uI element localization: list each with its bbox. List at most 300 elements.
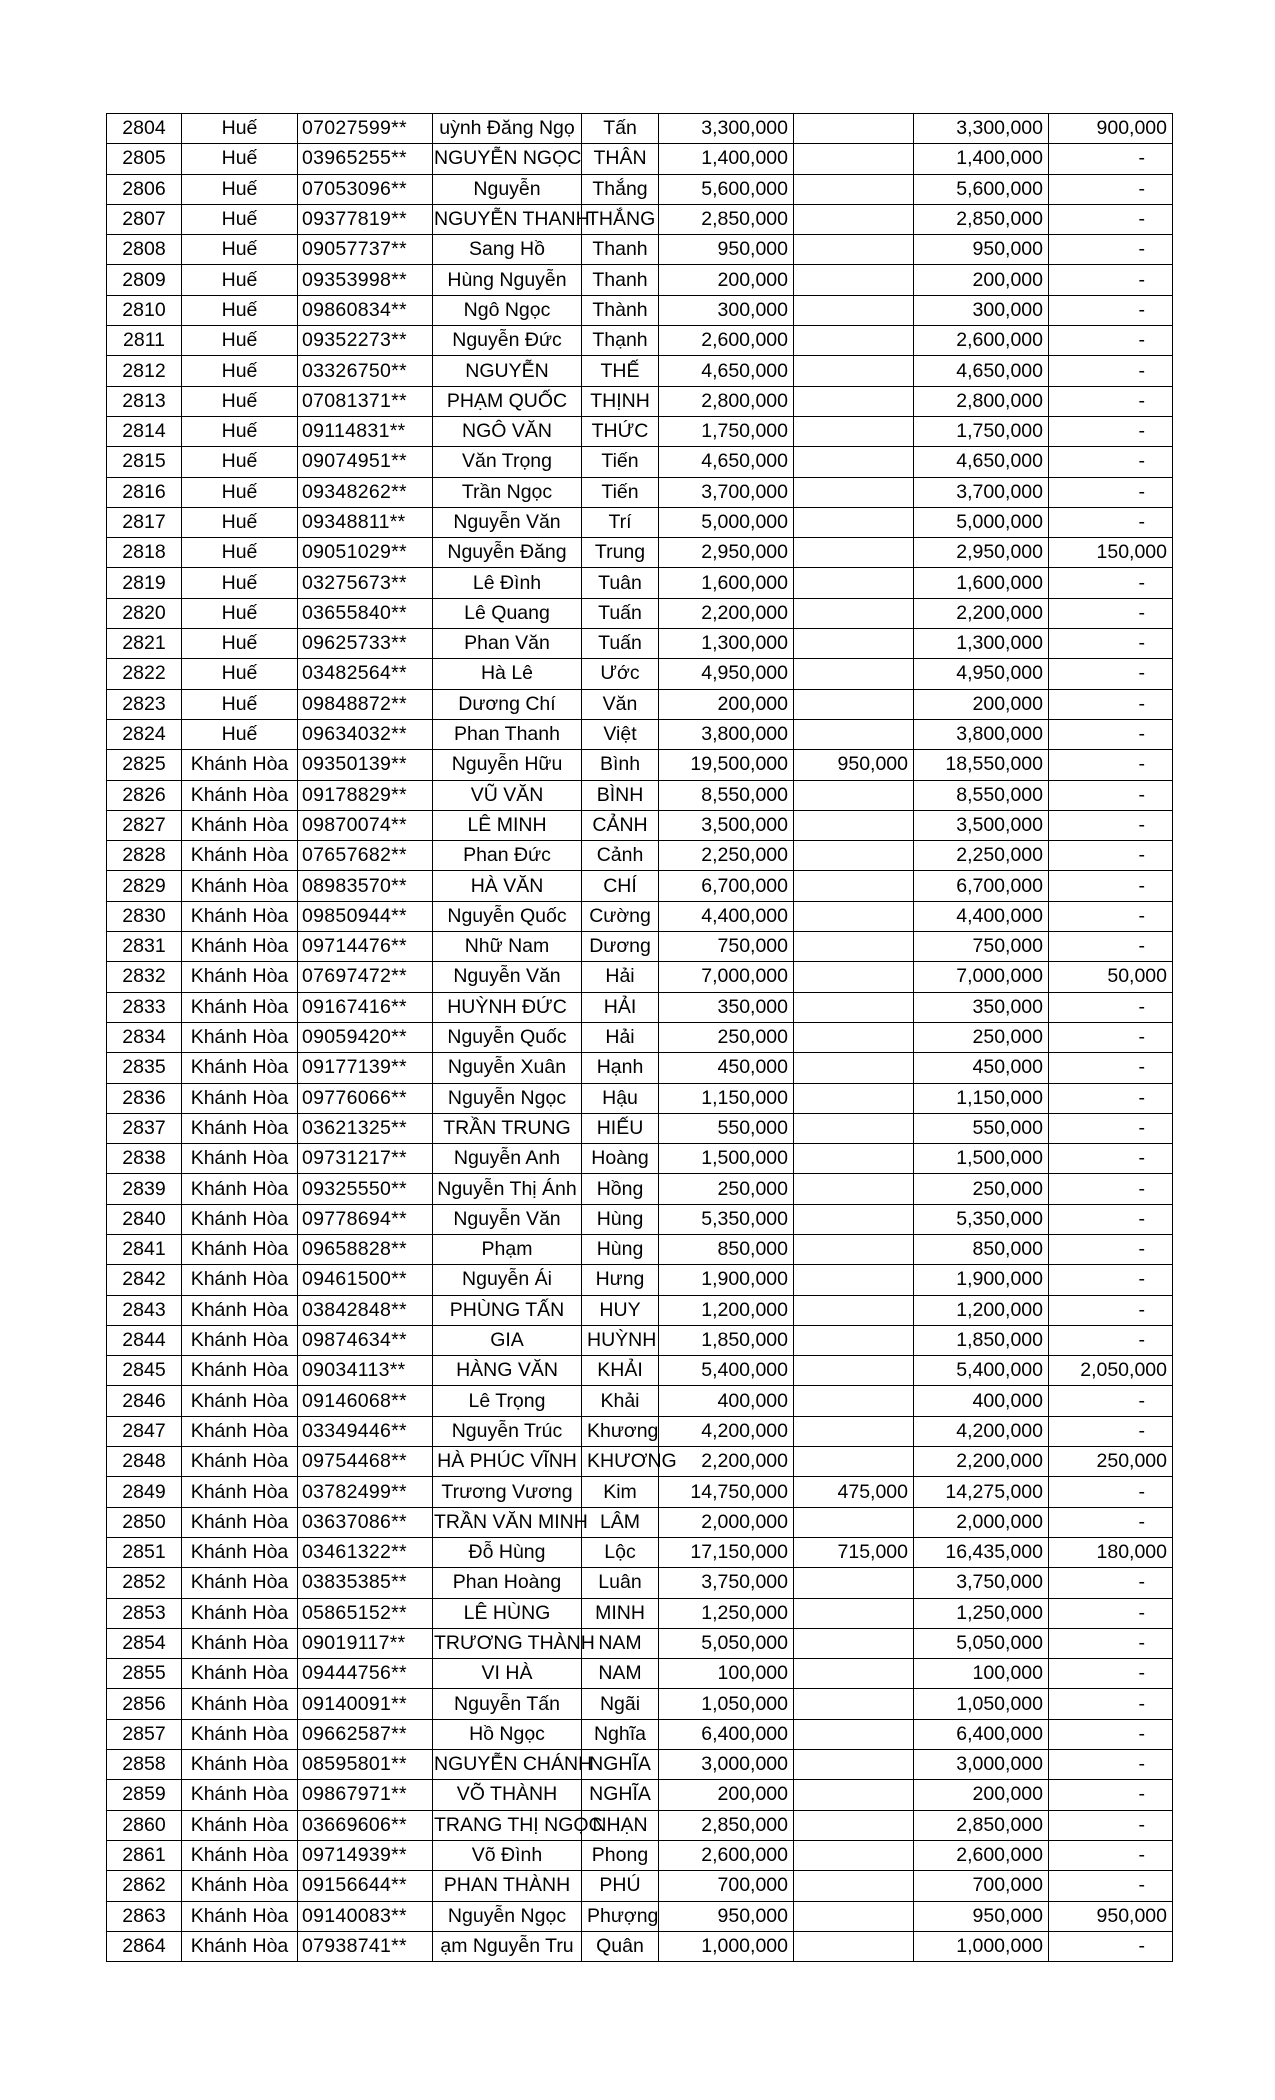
row-number-cell: 2848	[107, 1447, 182, 1477]
row-number-cell: 2864	[107, 1931, 182, 1961]
surname-cell: Nguyễn	[433, 174, 582, 204]
amount-extra-cell: -	[1049, 992, 1173, 1022]
amount-total-cell: 2,800,000	[659, 386, 794, 416]
province-cell: Huế	[182, 507, 298, 537]
amount-net-cell: 18,550,000	[914, 750, 1049, 780]
amount-total-cell: 100,000	[659, 1659, 794, 1689]
province-cell: Huế	[182, 629, 298, 659]
province-cell: Huế	[182, 598, 298, 628]
row-number-cell: 2815	[107, 447, 182, 477]
amount-total-cell: 5,000,000	[659, 507, 794, 537]
province-cell: Khánh Hòa	[182, 962, 298, 992]
row-number-cell: 2850	[107, 1507, 182, 1537]
amount-extra-cell: -	[1049, 1840, 1173, 1870]
amount-net-cell: 1,750,000	[914, 416, 1049, 446]
amount-net-cell: 250,000	[914, 1174, 1049, 1204]
amount-deduction-cell	[794, 386, 914, 416]
given-name-cell: Trí	[582, 507, 659, 537]
surname-cell: PHẠM QUỐC	[433, 386, 582, 416]
given-name-cell: HIẾU	[582, 1113, 659, 1143]
row-number-cell: 2852	[107, 1568, 182, 1598]
given-name-cell: KHƯƠNG	[582, 1447, 659, 1477]
amount-extra-cell: -	[1049, 719, 1173, 749]
row-number-cell: 2810	[107, 295, 182, 325]
surname-cell: Nguyễn Trúc	[433, 1416, 582, 1446]
surname-cell: PHAN THÀNH	[433, 1871, 582, 1901]
row-number-cell: 2827	[107, 810, 182, 840]
row-number-cell: 2851	[107, 1537, 182, 1567]
amount-deduction-cell	[794, 416, 914, 446]
amount-deduction-cell	[794, 1022, 914, 1052]
table-row	[107, 1628, 1173, 1658]
row-number-cell: 2834	[107, 1022, 182, 1052]
given-name-cell: Hải	[582, 962, 659, 992]
table-body	[107, 114, 1173, 1962]
amount-total-cell: 4,650,000	[659, 356, 794, 386]
given-name-cell: Luân	[582, 1568, 659, 1598]
given-name-cell: THẮNG	[582, 204, 659, 234]
surname-cell: Nguyễn Đức	[433, 326, 582, 356]
amount-deduction-cell	[794, 1871, 914, 1901]
amount-total-cell: 250,000	[659, 1022, 794, 1052]
amount-net-cell: 4,950,000	[914, 659, 1049, 689]
row-number-cell: 2841	[107, 1234, 182, 1264]
amount-net-cell: 200,000	[914, 265, 1049, 295]
amount-net-cell: 2,000,000	[914, 1507, 1049, 1537]
surname-cell: Phan Thanh	[433, 719, 582, 749]
amount-deduction-cell	[794, 629, 914, 659]
given-name-cell: Phong	[582, 1840, 659, 1870]
surname-cell: NGUYỄN	[433, 356, 582, 386]
row-number-cell: 2822	[107, 659, 182, 689]
given-name-cell: Khải	[582, 1386, 659, 1416]
amount-deduction-cell	[794, 1356, 914, 1386]
amount-total-cell: 2,000,000	[659, 1507, 794, 1537]
phone-code-cell: 03275673**	[298, 568, 433, 598]
given-name-cell: Phượng	[582, 1901, 659, 1931]
table-row	[107, 1022, 1173, 1052]
province-cell: Khánh Hòa	[182, 1113, 298, 1143]
amount-deduction-cell	[794, 871, 914, 901]
given-name-cell: NAM	[582, 1628, 659, 1658]
phone-code-cell: 07027599**	[298, 114, 433, 144]
amount-total-cell: 3,500,000	[659, 810, 794, 840]
surname-cell: Nguyễn Ngọc	[433, 1901, 582, 1931]
given-name-cell: MINH	[582, 1598, 659, 1628]
amount-total-cell: 2,950,000	[659, 538, 794, 568]
amount-net-cell: 7,000,000	[914, 962, 1049, 992]
amount-extra-cell: -	[1049, 1628, 1173, 1658]
given-name-cell: NGHĨA	[582, 1780, 659, 1810]
phone-code-cell: 03669606**	[298, 1810, 433, 1840]
surname-cell: Trần Ngọc	[433, 477, 582, 507]
province-cell: Khánh Hòa	[182, 1598, 298, 1628]
amount-total-cell: 4,950,000	[659, 659, 794, 689]
row-number-cell: 2849	[107, 1477, 182, 1507]
phone-code-cell: 03482564**	[298, 659, 433, 689]
amount-extra-cell: 250,000	[1049, 1447, 1173, 1477]
amount-total-cell: 1,150,000	[659, 1083, 794, 1113]
amount-total-cell: 2,850,000	[659, 1810, 794, 1840]
phone-code-cell: 09146068**	[298, 1386, 433, 1416]
given-name-cell: Tuân	[582, 568, 659, 598]
amount-net-cell: 3,500,000	[914, 810, 1049, 840]
table-row	[107, 1537, 1173, 1567]
amount-extra-cell: -	[1049, 507, 1173, 537]
province-cell: Khánh Hòa	[182, 1356, 298, 1386]
amount-net-cell: 1,300,000	[914, 629, 1049, 659]
table-row	[107, 1931, 1173, 1961]
given-name-cell: Ngãi	[582, 1689, 659, 1719]
amount-total-cell: 5,400,000	[659, 1356, 794, 1386]
table-row	[107, 1174, 1173, 1204]
amount-extra-cell: -	[1049, 1598, 1173, 1628]
table-row	[107, 1507, 1173, 1537]
amount-deduction-cell	[794, 174, 914, 204]
amount-total-cell: 300,000	[659, 295, 794, 325]
table-row	[107, 689, 1173, 719]
given-name-cell: Hoàng	[582, 1144, 659, 1174]
row-number-cell: 2860	[107, 1810, 182, 1840]
given-name-cell: HUỲNH	[582, 1325, 659, 1355]
table-row	[107, 174, 1173, 204]
surname-cell: Lê Đình	[433, 568, 582, 598]
amount-deduction-cell	[794, 1750, 914, 1780]
amount-net-cell: 1,600,000	[914, 568, 1049, 598]
surname-cell: Nguyễn Quốc	[433, 1022, 582, 1052]
row-number-cell: 2842	[107, 1265, 182, 1295]
amount-net-cell: 6,700,000	[914, 871, 1049, 901]
amount-deduction-cell	[794, 265, 914, 295]
row-number-cell: 2823	[107, 689, 182, 719]
phone-code-cell: 07697472**	[298, 962, 433, 992]
province-cell: Khánh Hòa	[182, 1901, 298, 1931]
amount-deduction-cell	[794, 1810, 914, 1840]
amount-net-cell: 16,435,000	[914, 1537, 1049, 1567]
given-name-cell: Cường	[582, 901, 659, 931]
table-row	[107, 1840, 1173, 1870]
row-number-cell: 2806	[107, 174, 182, 204]
given-name-cell: HUY	[582, 1295, 659, 1325]
amount-total-cell: 6,400,000	[659, 1719, 794, 1749]
row-number-cell: 2809	[107, 265, 182, 295]
row-number-cell: 2826	[107, 780, 182, 810]
amount-deduction-cell	[794, 1659, 914, 1689]
given-name-cell: Tấn	[582, 114, 659, 144]
amount-net-cell: 4,200,000	[914, 1416, 1049, 1446]
amount-net-cell: 1,250,000	[914, 1598, 1049, 1628]
amount-total-cell: 3,300,000	[659, 114, 794, 144]
given-name-cell: Bình	[582, 750, 659, 780]
amount-extra-cell: -	[1049, 1659, 1173, 1689]
amount-total-cell: 8,550,000	[659, 780, 794, 810]
row-number-cell: 2846	[107, 1386, 182, 1416]
province-cell: Khánh Hòa	[182, 1325, 298, 1355]
province-cell: Huế	[182, 174, 298, 204]
phone-code-cell: 07053096**	[298, 174, 433, 204]
amount-total-cell: 450,000	[659, 1053, 794, 1083]
surname-cell: Lê Quang	[433, 598, 582, 628]
phone-code-cell: 03835385**	[298, 1568, 433, 1598]
surname-cell: TRẦN VĂN MINH	[433, 1507, 582, 1537]
table-row	[107, 1780, 1173, 1810]
phone-code-cell: 09778694**	[298, 1204, 433, 1234]
amount-net-cell: 1,400,000	[914, 144, 1049, 174]
table-row	[107, 144, 1173, 174]
phone-code-cell: 03842848**	[298, 1295, 433, 1325]
amount-extra-cell: 900,000	[1049, 114, 1173, 144]
surname-cell: Ngô Ngọc	[433, 295, 582, 325]
surname-cell: NGUYỄN THANH	[433, 204, 582, 234]
province-cell: Khánh Hòa	[182, 1022, 298, 1052]
amount-extra-cell: -	[1049, 1053, 1173, 1083]
province-cell: Khánh Hòa	[182, 1416, 298, 1446]
province-cell: Khánh Hòa	[182, 1931, 298, 1961]
table-row	[107, 295, 1173, 325]
amount-extra-cell: -	[1049, 356, 1173, 386]
amount-extra-cell: -	[1049, 1022, 1173, 1052]
amount-net-cell: 400,000	[914, 1386, 1049, 1416]
row-number-cell: 2845	[107, 1356, 182, 1386]
table-row	[107, 1295, 1173, 1325]
amount-net-cell: 2,800,000	[914, 386, 1049, 416]
surname-cell: TRẦN TRUNG	[433, 1113, 582, 1143]
row-number-cell: 2854	[107, 1628, 182, 1658]
province-cell: Khánh Hòa	[182, 1628, 298, 1658]
province-cell: Huế	[182, 144, 298, 174]
amount-extra-cell: -	[1049, 477, 1173, 507]
amount-deduction-cell	[794, 477, 914, 507]
table-row	[107, 507, 1173, 537]
phone-code-cell: 09167416**	[298, 992, 433, 1022]
row-number-cell: 2825	[107, 750, 182, 780]
amount-net-cell: 1,850,000	[914, 1325, 1049, 1355]
phone-code-cell: 03621325**	[298, 1113, 433, 1143]
amount-net-cell: 2,200,000	[914, 1447, 1049, 1477]
amount-total-cell: 850,000	[659, 1234, 794, 1264]
province-cell: Khánh Hòa	[182, 1477, 298, 1507]
row-number-cell: 2855	[107, 1659, 182, 1689]
province-cell: Khánh Hòa	[182, 871, 298, 901]
surname-cell: Nguyễn Đăng	[433, 538, 582, 568]
phone-code-cell: 09754468**	[298, 1447, 433, 1477]
table-row	[107, 932, 1173, 962]
amount-deduction-cell	[794, 932, 914, 962]
amount-deduction-cell	[794, 719, 914, 749]
amount-total-cell: 4,200,000	[659, 1416, 794, 1446]
row-number-cell: 2833	[107, 992, 182, 1022]
amount-net-cell: 2,600,000	[914, 1840, 1049, 1870]
table-row	[107, 1689, 1173, 1719]
table-row	[107, 538, 1173, 568]
amount-extra-cell: 50,000	[1049, 962, 1173, 992]
surname-cell: Nguyễn Xuân	[433, 1053, 582, 1083]
amount-extra-cell: -	[1049, 235, 1173, 265]
amount-total-cell: 200,000	[659, 265, 794, 295]
given-name-cell: HẢI	[582, 992, 659, 1022]
phone-code-cell: 09348262**	[298, 477, 433, 507]
province-cell: Khánh Hòa	[182, 1144, 298, 1174]
given-name-cell: THỨC	[582, 416, 659, 446]
amount-total-cell: 2,200,000	[659, 598, 794, 628]
given-name-cell: Kim	[582, 1477, 659, 1507]
amount-extra-cell: -	[1049, 447, 1173, 477]
row-number-cell: 2847	[107, 1416, 182, 1446]
amount-deduction-cell	[794, 1083, 914, 1113]
row-number-cell: 2805	[107, 144, 182, 174]
amount-extra-cell: -	[1049, 629, 1173, 659]
given-name-cell: Quân	[582, 1931, 659, 1961]
amount-deduction-cell	[794, 1174, 914, 1204]
given-name-cell: NHẠN	[582, 1810, 659, 1840]
phone-code-cell: 09348811**	[298, 507, 433, 537]
phone-code-cell: 09178829**	[298, 780, 433, 810]
amount-deduction-cell: 475,000	[794, 1477, 914, 1507]
amount-extra-cell: -	[1049, 1265, 1173, 1295]
surname-cell: Lê Trọng	[433, 1386, 582, 1416]
province-cell: Khánh Hòa	[182, 1295, 298, 1325]
amount-net-cell: 1,200,000	[914, 1295, 1049, 1325]
amount-total-cell: 1,750,000	[659, 416, 794, 446]
province-cell: Khánh Hòa	[182, 1780, 298, 1810]
row-number-cell: 2807	[107, 204, 182, 234]
given-name-cell: Hậu	[582, 1083, 659, 1113]
given-name-cell: Cảnh	[582, 841, 659, 871]
amount-extra-cell: -	[1049, 1871, 1173, 1901]
row-number-cell: 2858	[107, 1750, 182, 1780]
surname-cell: TRƯƠNG THÀNH	[433, 1628, 582, 1658]
amount-extra-cell: -	[1049, 568, 1173, 598]
row-number-cell: 2859	[107, 1780, 182, 1810]
table-row	[107, 841, 1173, 871]
row-number-cell: 2813	[107, 386, 182, 416]
amount-extra-cell: -	[1049, 871, 1173, 901]
province-cell: Huế	[182, 204, 298, 234]
phone-code-cell: 09714939**	[298, 1840, 433, 1870]
given-name-cell: Hải	[582, 1022, 659, 1052]
province-cell: Huế	[182, 538, 298, 568]
given-name-cell: NGHĨA	[582, 1750, 659, 1780]
surname-cell: Phạm	[433, 1234, 582, 1264]
amount-deduction-cell	[794, 992, 914, 1022]
given-name-cell: KHẢI	[582, 1356, 659, 1386]
amount-net-cell: 750,000	[914, 932, 1049, 962]
province-cell: Khánh Hòa	[182, 901, 298, 931]
phone-code-cell: 05865152**	[298, 1598, 433, 1628]
row-number-cell: 2814	[107, 416, 182, 446]
amount-deduction-cell	[794, 1780, 914, 1810]
amount-extra-cell: -	[1049, 416, 1173, 446]
province-cell: Khánh Hòa	[182, 1174, 298, 1204]
amount-extra-cell: -	[1049, 750, 1173, 780]
table-row	[107, 962, 1173, 992]
phone-code-cell: 09352273**	[298, 326, 433, 356]
amount-net-cell: 4,650,000	[914, 356, 1049, 386]
amount-total-cell: 1,400,000	[659, 144, 794, 174]
amount-deduction-cell	[794, 326, 914, 356]
amount-extra-cell: -	[1049, 1325, 1173, 1355]
given-name-cell: Khương	[582, 1416, 659, 1446]
table-row	[107, 1901, 1173, 1931]
table-row	[107, 1113, 1173, 1143]
surname-cell: GIA	[433, 1325, 582, 1355]
surname-cell: Võ Đình	[433, 1840, 582, 1870]
surname-cell: Phan Đức	[433, 841, 582, 871]
province-cell: Huế	[182, 416, 298, 446]
given-name-cell: THÂN	[582, 144, 659, 174]
given-name-cell: Hạnh	[582, 1053, 659, 1083]
surname-cell: Văn Trọng	[433, 447, 582, 477]
amount-deduction-cell	[794, 1598, 914, 1628]
province-cell: Khánh Hòa	[182, 1871, 298, 1901]
surname-cell: HÀ PHÚC VĨNH	[433, 1447, 582, 1477]
province-cell: Huế	[182, 114, 298, 144]
table-row	[107, 1144, 1173, 1174]
phone-code-cell: 08983570**	[298, 871, 433, 901]
province-cell: Huế	[182, 659, 298, 689]
row-number-cell: 2808	[107, 235, 182, 265]
province-cell: Huế	[182, 447, 298, 477]
amount-total-cell: 5,600,000	[659, 174, 794, 204]
given-name-cell: Thanh	[582, 235, 659, 265]
table-row	[107, 750, 1173, 780]
phone-code-cell: 09860834**	[298, 295, 433, 325]
table-row	[107, 1719, 1173, 1749]
province-cell: Khánh Hòa	[182, 1537, 298, 1567]
amount-extra-cell: -	[1049, 1507, 1173, 1537]
amount-extra-cell: -	[1049, 1416, 1173, 1446]
given-name-cell: Thắng	[582, 174, 659, 204]
phone-code-cell: 07938741**	[298, 1931, 433, 1961]
phone-code-cell: 09461500**	[298, 1265, 433, 1295]
amount-total-cell: 2,250,000	[659, 841, 794, 871]
surname-cell: Nguyễn Văn	[433, 1204, 582, 1234]
province-cell: Khánh Hòa	[182, 780, 298, 810]
row-number-cell: 2853	[107, 1598, 182, 1628]
province-cell: Huế	[182, 235, 298, 265]
amount-net-cell: 200,000	[914, 689, 1049, 719]
province-cell: Khánh Hòa	[182, 932, 298, 962]
amount-total-cell: 3,750,000	[659, 1568, 794, 1598]
amount-extra-cell: -	[1049, 1568, 1173, 1598]
row-number-cell: 2811	[107, 326, 182, 356]
table-row	[107, 1083, 1173, 1113]
amount-net-cell: 2,850,000	[914, 204, 1049, 234]
table-row	[107, 386, 1173, 416]
amount-deduction-cell	[794, 1265, 914, 1295]
surname-cell: Nguyễn Hữu	[433, 750, 582, 780]
surname-cell: LÊ MINH	[433, 810, 582, 840]
table-row	[107, 265, 1173, 295]
phone-code-cell: 09658828**	[298, 1234, 433, 1264]
amount-deduction-cell	[794, 810, 914, 840]
given-name-cell: PHÚ	[582, 1871, 659, 1901]
row-number-cell: 2836	[107, 1083, 182, 1113]
amount-total-cell: 5,050,000	[659, 1628, 794, 1658]
amount-deduction-cell	[794, 1386, 914, 1416]
amount-deduction-cell	[794, 1931, 914, 1961]
amount-net-cell: 8,550,000	[914, 780, 1049, 810]
amount-deduction-cell	[794, 780, 914, 810]
row-number-cell: 2857	[107, 1719, 182, 1749]
amount-deduction-cell	[794, 1840, 914, 1870]
given-name-cell: THẾ	[582, 356, 659, 386]
table-row	[107, 1750, 1173, 1780]
amount-extra-cell: 2,050,000	[1049, 1356, 1173, 1386]
table-row	[107, 114, 1173, 144]
row-number-cell: 2832	[107, 962, 182, 992]
table-row	[107, 901, 1173, 931]
